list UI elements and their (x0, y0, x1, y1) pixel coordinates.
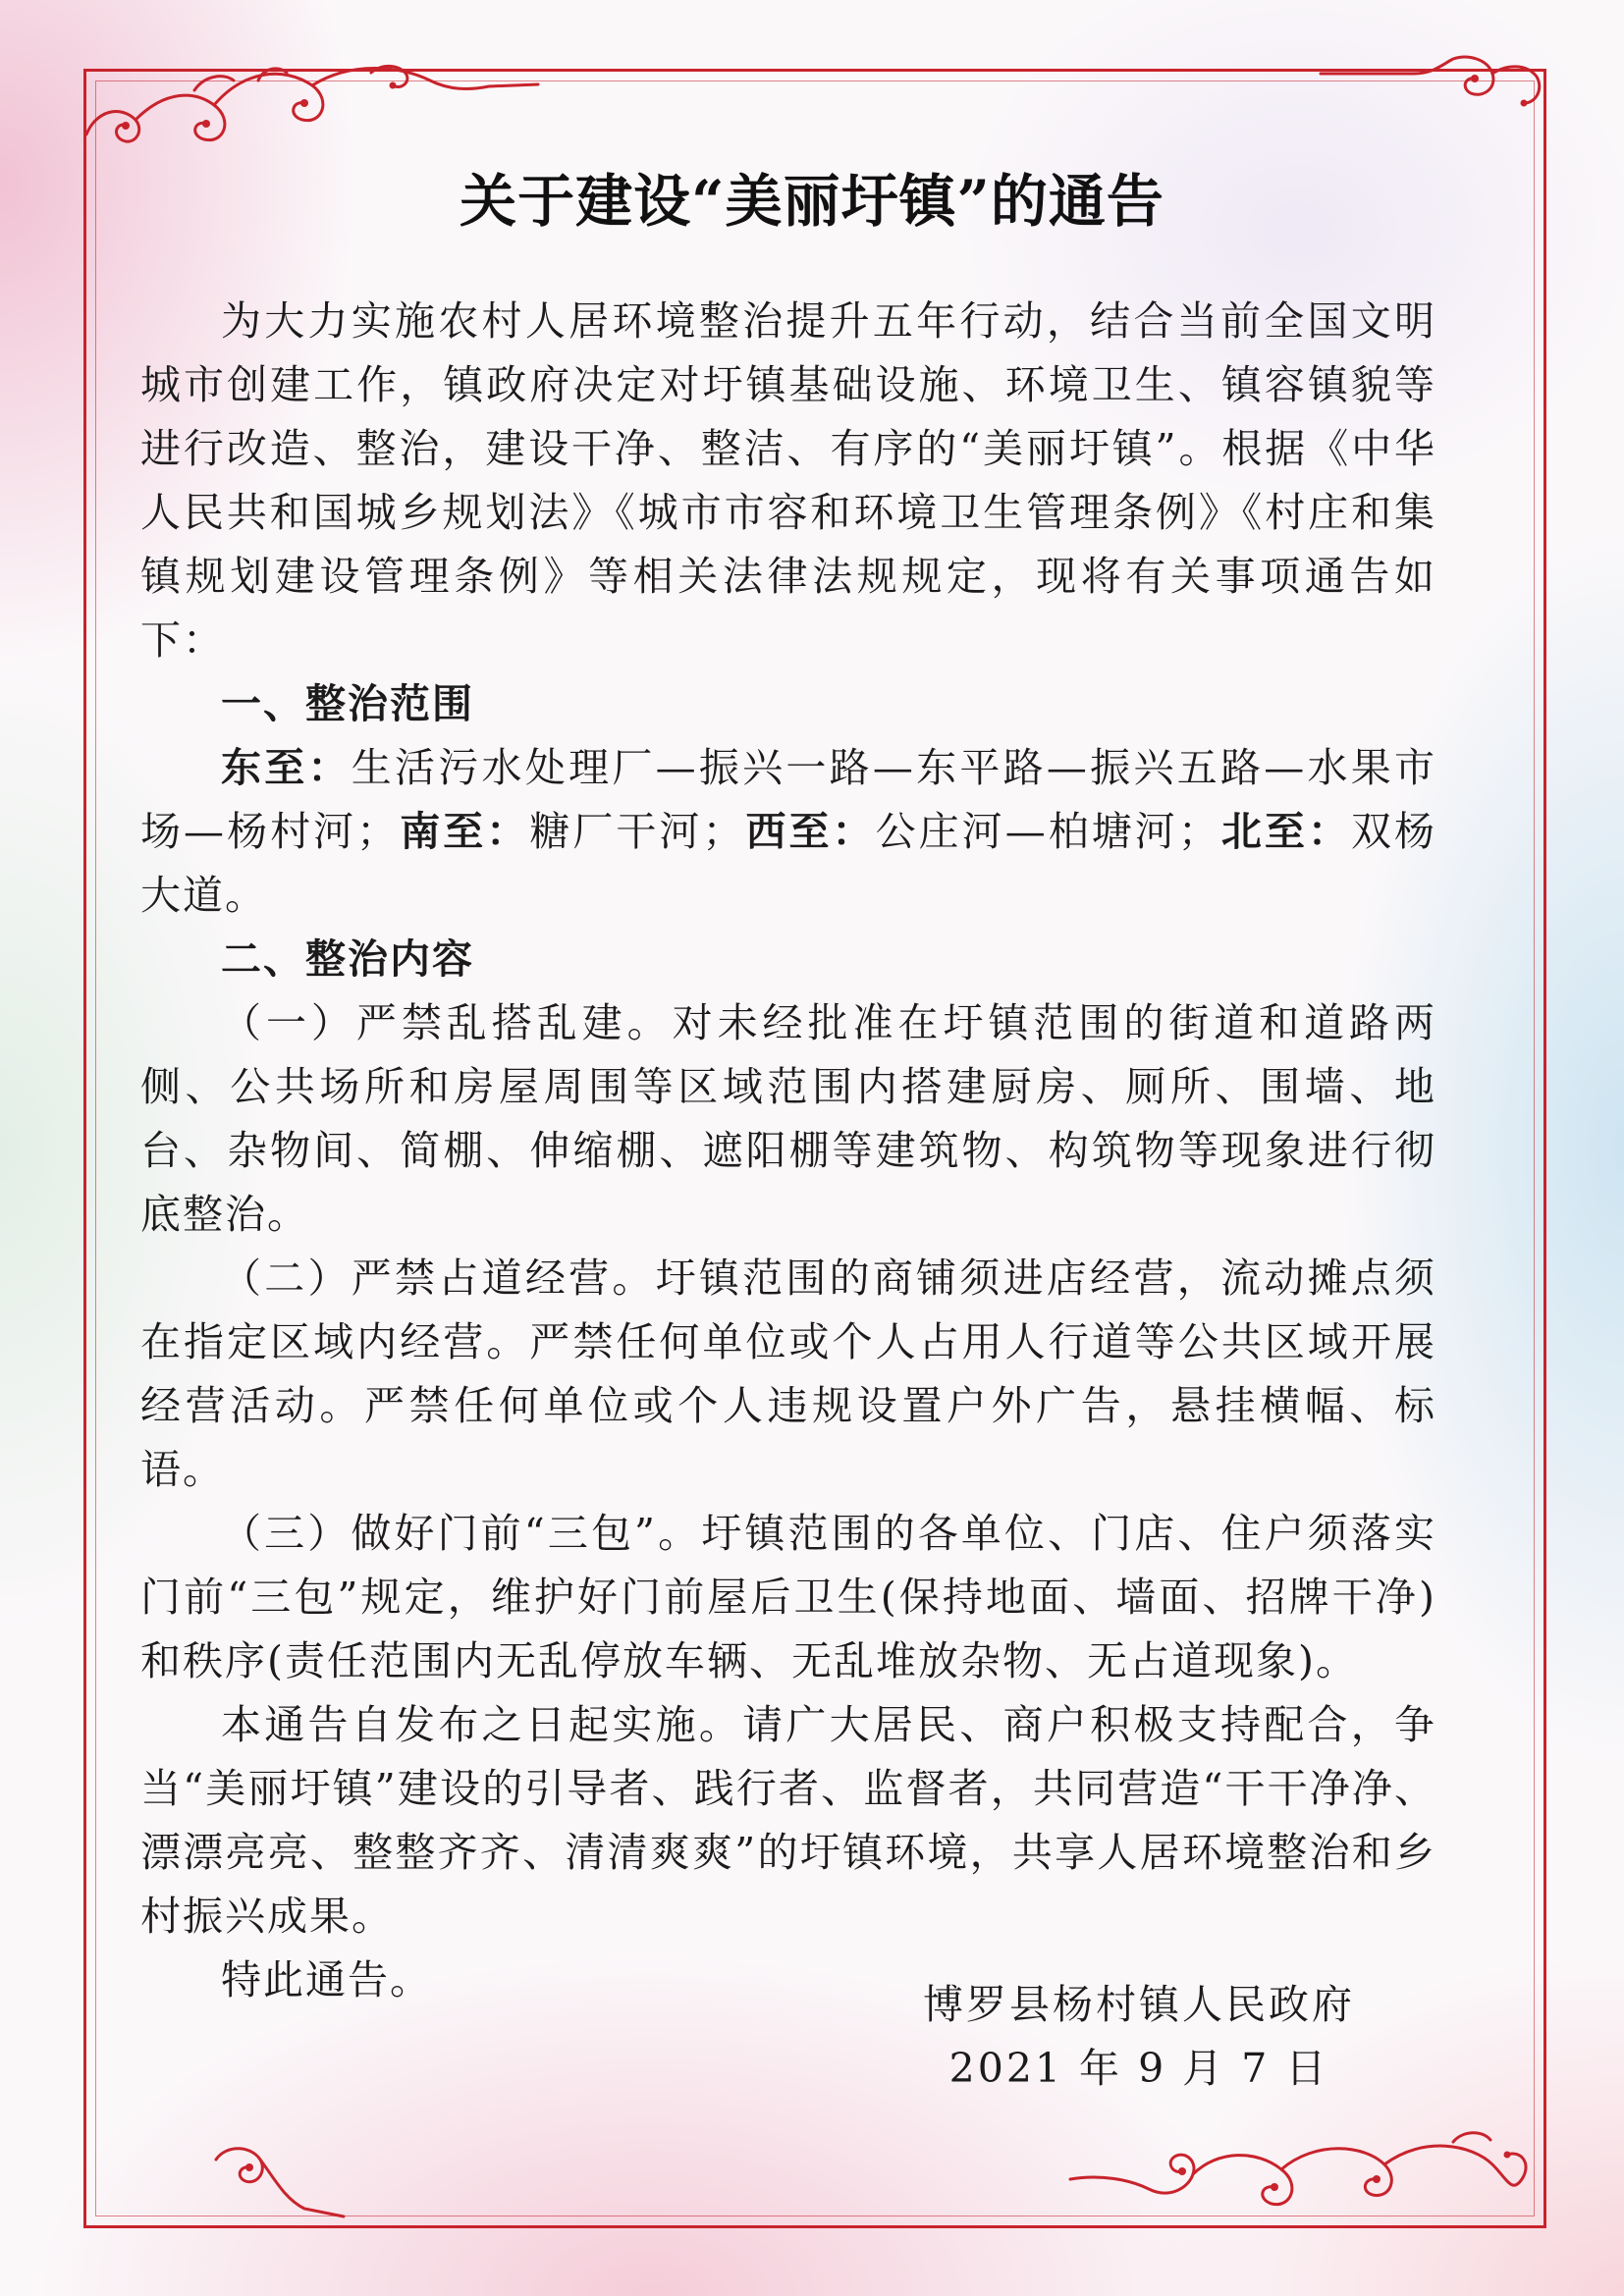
north-text: 双杨大道。 (140, 808, 1437, 919)
east-label: 东至： (221, 744, 352, 791)
content-item-2: （二）严禁占道经营。圩镇范围的商铺须进店经营，流动摊点须在指定区域内经营。严禁任何单位或个人占用人行道等公共区域开展经营活动。严禁任何单位或个人违规设置户外广告，悬挂横幅、标语。 (140, 1255, 1436, 1493)
east-text: 生活污水处理厂—振兴一路—东平路—振兴五路—水果市场—杨村河； (140, 744, 1437, 855)
north-label: 北至： (1219, 808, 1351, 855)
page-title: 关于建设“美丽圩镇”的通告 (460, 168, 1164, 235)
south-label: 南至： (399, 808, 530, 855)
document-body (140, 290, 1436, 2012)
issuer-name: 博罗县杨村镇人民政府 (923, 1981, 1355, 2028)
notice-end: 特此通告。 (221, 1956, 432, 2003)
top-left-flourish-icon (77, 51, 548, 159)
signature-block (884, 1973, 1394, 2101)
bottom-left-flourish-icon (196, 2130, 353, 2228)
section1-heading: 一、整治范围 (221, 680, 474, 727)
issue-date: 2021 年 9 月 7 日 (948, 2045, 1329, 2092)
bottom-right-flourish-icon (1060, 2120, 1551, 2228)
west-label: 西至： (744, 808, 876, 855)
west-text: 公庄河—柏塘河； (875, 808, 1220, 855)
content-item-1: （一）严禁乱搭乱建。对未经批准在圩镇范围的街道和道路两侧、公共场所和房屋周围等区域范围内搭建厨房、厕所、围墙、地台、杂物间、简棚、伸缩棚、遮阳棚等建筑物、构筑物等现象进行彻底整治。 (140, 999, 1436, 1238)
content-item-3: （三）做好门前“三包”。圩镇范围的各单位、门店、住户须落实门前“三包”规定，维护好门前屋后卫生(保持地面、墙面、招牌干净)和秩序(责任范围内无乱停放车辆、无乱堆放杂物、无占道现象)。 (140, 1510, 1436, 1684)
closing-paragraph: 本通告自发布之日起实施。请广大居民、商户积极支持配合，争当“美丽圩镇”建设的引导者、践行者、监督者，共同营造“干干净净、漂漂亮亮、整整齐齐、清清爽爽”的圩镇环境，共享人居环境整治和乡村振兴成果。 (140, 1701, 1436, 1940)
intro-paragraph: 为大力实施农村人居环境整治提升五年行动，结合当前全国文明城市创建工作，镇政府决定对圩镇基础设施、环境卫生、镇容镇貌等进行改造、整治，建设干净、整洁、有序的“美丽圩镇”。根据《中华人民共和国城乡规划法》《城市市容和环境卫生管理条例》《村庄和集镇规划建设管理条例》等相关法律法规规定，现将有关事项通告如下： (140, 297, 1436, 664)
south-text: 糖厂干河； (529, 808, 745, 855)
section2-heading: 二、整治内容 (221, 935, 474, 983)
scope-paragraph (140, 736, 1436, 928)
top-right-flourish-icon (1316, 49, 1551, 118)
